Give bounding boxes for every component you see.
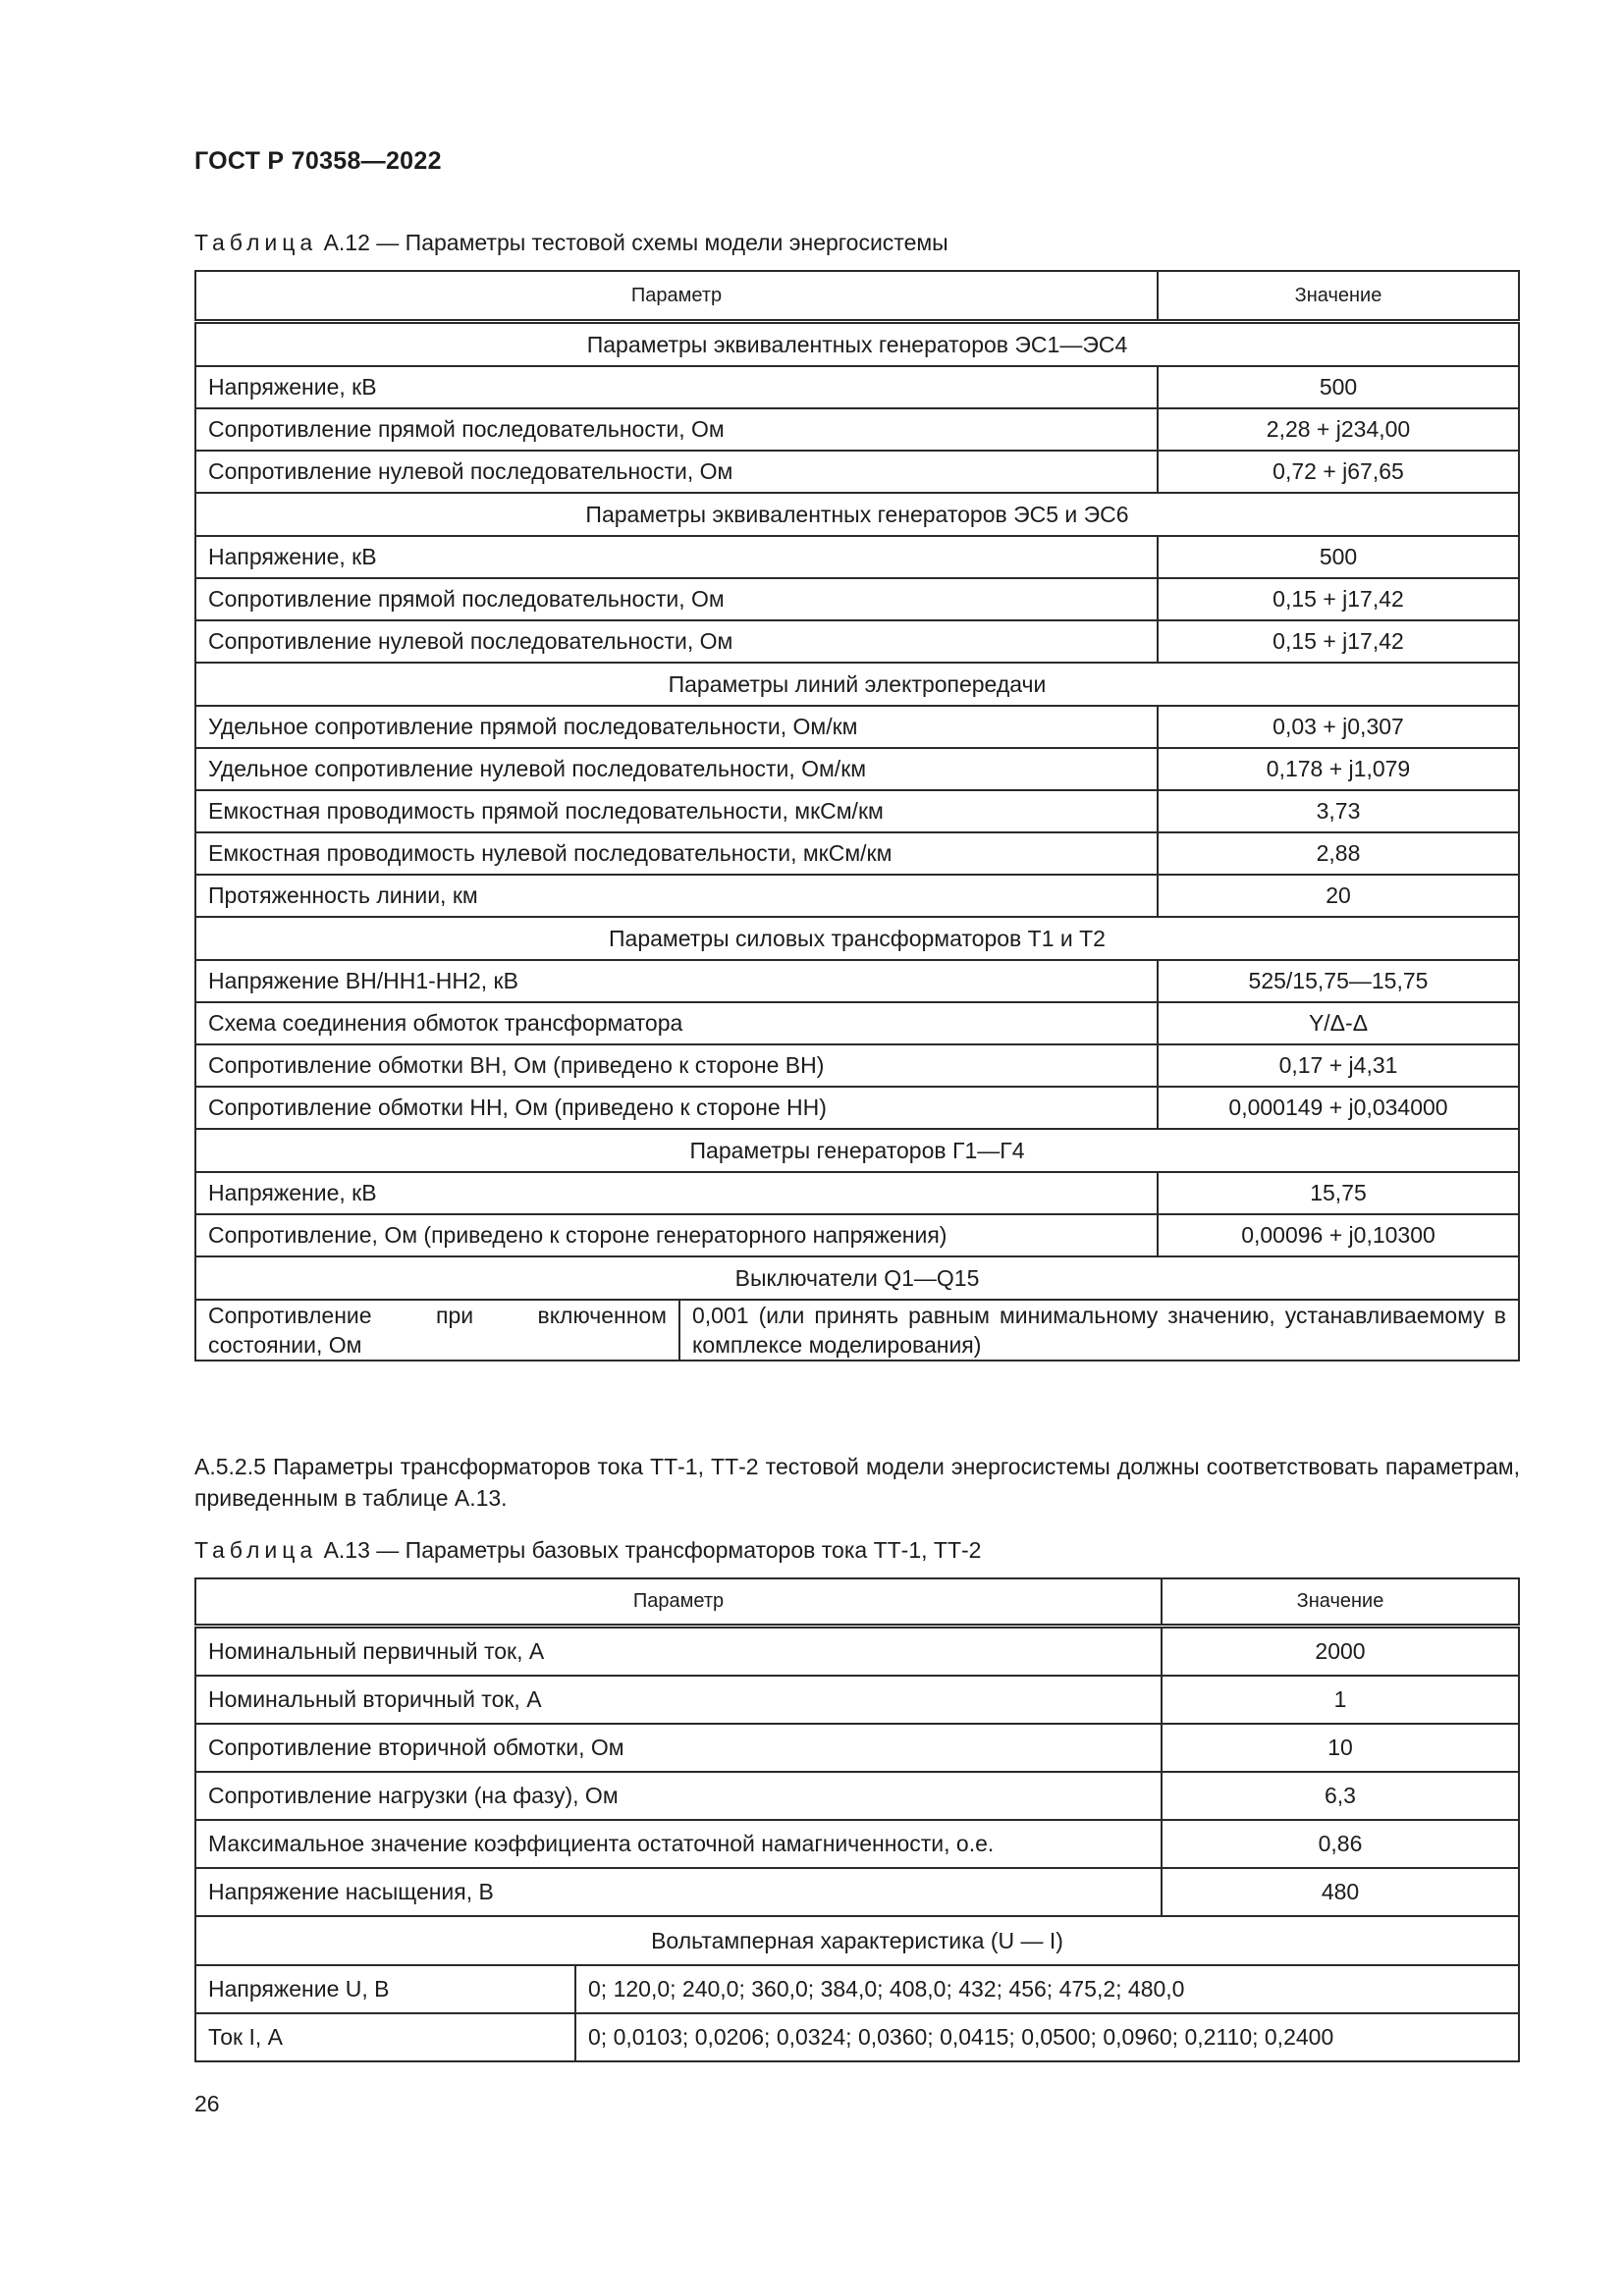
section-row — [195, 1129, 1519, 1172]
table-a12-caption — [194, 230, 948, 256]
table-row — [195, 1772, 1519, 1820]
param-cell: Напряжение U, В — [195, 1965, 575, 2013]
section-title: Вольтамперная характеристика (U — I) — [195, 1916, 1519, 1965]
value-cell: 0,15 + j17,42 — [1158, 620, 1519, 663]
param-cell: Номинальный вторичный ток, А — [195, 1676, 1162, 1724]
table-row — [195, 366, 1519, 408]
value-cell: 0,72 + j67,65 — [1158, 451, 1519, 493]
value-cell: 15,75 — [1158, 1172, 1519, 1214]
param-cell: Максимальное значение коэффициента остаточной намагниченности, о.е. — [195, 1820, 1162, 1868]
param-cell: Сопротивление нулевой последовательности, Ом — [195, 620, 1158, 663]
value-cell: 500 — [1158, 366, 1519, 408]
values-cell: 0; 120,0; 240,0; 360,0; 384,0; 408,0; 432; 456; 475,2; 480,0 — [575, 1965, 1519, 2013]
caption-text: А.12 — Параметры тестовой схемы модели энергосистемы — [323, 230, 948, 255]
section-title: Выключатели Q1—Q15 — [195, 1256, 1519, 1300]
param-cell: Сопротивление нулевой последовательности, Ом — [195, 451, 1158, 493]
value-cell: 0,03 + j0,307 — [1158, 706, 1519, 748]
caption-label: Таблица — [194, 1537, 318, 1563]
value-cell: 0,001 (или принять равным минимальному значению, устанавливаемому в комплексе моделирования) — [692, 1303, 1506, 1358]
value-cell: 1 — [1162, 1676, 1519, 1724]
value-cell: 2,28 + j234,00 — [1158, 408, 1519, 451]
value-cell: 2,88 — [1158, 832, 1519, 875]
column-header-value: Значение — [1162, 1578, 1519, 1627]
value-cell: 525/15,75—15,75 — [1158, 960, 1519, 1002]
column-header-param: Параметр — [195, 271, 1158, 322]
value-cell: 0,178 + j1,079 — [1158, 748, 1519, 790]
value-cell: 6,3 — [1162, 1772, 1519, 1820]
section-row — [195, 663, 1519, 706]
table-row — [195, 1044, 1519, 1087]
section-title: Параметры эквивалентных генераторов ЭС1—ЭС4 — [195, 322, 1519, 367]
table-header-row — [195, 271, 1519, 322]
param-cell: Номинальный первичный ток, А — [195, 1627, 1162, 1677]
table-row — [195, 1214, 1519, 1256]
caption-text: А.13 — Параметры базовых трансформаторов тока ТТ-1, ТТ-2 — [323, 1537, 982, 1563]
value-cell: 480 — [1162, 1868, 1519, 1916]
table-row — [195, 832, 1519, 875]
param-cell: Напряжение, кВ — [195, 366, 1158, 408]
paragraph-text: А.5.2.5 Параметры трансформаторов тока ТТ-1, ТТ-2 тестовой модели энергосистемы должны соответствовать параметрам, приведенным в таблице А.13. — [194, 1454, 1520, 1511]
section-row — [195, 493, 1519, 536]
document-header: ГОСТ Р 70358—2022 — [194, 147, 442, 175]
table-row — [195, 1868, 1519, 1916]
table-a13-caption — [194, 1537, 981, 1564]
table-row — [195, 1724, 1519, 1772]
table-row — [195, 536, 1519, 578]
param-cell: Сопротивление вторичной обмотки, Ом — [195, 1724, 1162, 1772]
section-title: Параметры эквивалентных генераторов ЭС5 и ЭС6 — [195, 493, 1519, 536]
table-row — [195, 620, 1519, 663]
param-cell: Сопротивление обмотки ВН, Ом (приведено к стороне ВН) — [195, 1044, 1158, 1087]
switch-row-container — [195, 1300, 1519, 1361]
param-cell: Напряжение, кВ — [195, 536, 1158, 578]
table-row — [195, 1172, 1519, 1214]
section-row — [195, 322, 1519, 367]
param-cell: Сопротивление нагрузки (на фазу), Ом — [195, 1772, 1162, 1820]
table-row — [195, 1002, 1519, 1044]
table-a12 — [194, 270, 1520, 1362]
column-header-value: Значение — [1158, 271, 1519, 322]
table-row — [195, 578, 1519, 620]
value-cell: 20 — [1158, 875, 1519, 917]
section-title: Параметры линий электропередачи — [195, 663, 1519, 706]
param-cell: Емкостная проводимость прямой последовательности, мкСм/км — [195, 790, 1158, 832]
table-row — [195, 748, 1519, 790]
caption-label: Таблица — [194, 230, 318, 255]
param-cell: Сопротивление прямой последовательности, Ом — [195, 408, 1158, 451]
param-cell: Сопротивление прямой последовательности, Ом — [195, 578, 1158, 620]
value-cell: 0,86 — [1162, 1820, 1519, 1868]
section-row — [195, 1916, 1519, 1965]
table-row — [195, 408, 1519, 451]
param-cell: Ток I, А — [195, 2013, 575, 2061]
table-row — [195, 1300, 1519, 1361]
page-number: 26 — [194, 2091, 220, 2116]
value-cell: 2000 — [1162, 1627, 1519, 1677]
param-cell: Емкостная проводимость нулевой последовательности, мкСм/км — [195, 832, 1158, 875]
param-cell: Сопротивление при включенном состоянии, Ом — [196, 1301, 679, 1360]
param-cell: Напряжение насыщения, В — [195, 1868, 1162, 1916]
table-row — [195, 451, 1519, 493]
paragraph-a525 — [194, 1451, 1520, 1514]
table-row — [195, 960, 1519, 1002]
table-a13 — [194, 1577, 1520, 2062]
table-row — [195, 706, 1519, 748]
param-cell: Протяженность линии, км — [195, 875, 1158, 917]
column-header-param: Параметр — [195, 1578, 1162, 1627]
table-row — [195, 1820, 1519, 1868]
value-cell: 0,00096 + j0,10300 — [1158, 1214, 1519, 1256]
param-cell: Сопротивление обмотки НН, Ом (приведено к стороне НН) — [195, 1087, 1158, 1129]
value-cell: 0,17 + j4,31 — [1158, 1044, 1519, 1087]
param-cell: Напряжение, кВ — [195, 1172, 1158, 1214]
param-cell: Схема соединения обмоток трансформатора — [195, 1002, 1158, 1044]
values-cell: 0; 0,0103; 0,0206; 0,0324; 0,0360; 0,0415; 0,0500; 0,0960; 0,2110; 0,2400 — [575, 2013, 1519, 2061]
table-row — [195, 1087, 1519, 1129]
voltage-row — [195, 1965, 1519, 2013]
table-row — [195, 875, 1519, 917]
param-cell: Удельное сопротивление прямой последовательности, Ом/км — [195, 706, 1158, 748]
param-cell: Удельное сопротивление нулевой последовательности, Ом/км — [195, 748, 1158, 790]
value-cell: 500 — [1158, 536, 1519, 578]
value-cell: 3,73 — [1158, 790, 1519, 832]
current-row — [195, 2013, 1519, 2061]
section-row — [195, 917, 1519, 960]
param-cell: Напряжение ВН/НН1-НН2, кВ — [195, 960, 1158, 1002]
param-cell: Сопротивление, Ом (приведено к стороне генераторного напряжения) — [195, 1214, 1158, 1256]
value-cell: 0,15 + j17,42 — [1158, 578, 1519, 620]
section-title: Параметры силовых трансформаторов Т1 и Т2 — [195, 917, 1519, 960]
section-title: Параметры генераторов Г1—Г4 — [195, 1129, 1519, 1172]
section-row — [195, 1256, 1519, 1300]
table-row — [195, 1627, 1519, 1677]
value-cell: 0,000149 + j0,034000 — [1158, 1087, 1519, 1129]
table-row — [195, 1676, 1519, 1724]
value-cell: Y/Δ-Δ — [1158, 1002, 1519, 1044]
value-cell: 10 — [1162, 1724, 1519, 1772]
table-row — [195, 790, 1519, 832]
table-header-row — [195, 1578, 1519, 1627]
